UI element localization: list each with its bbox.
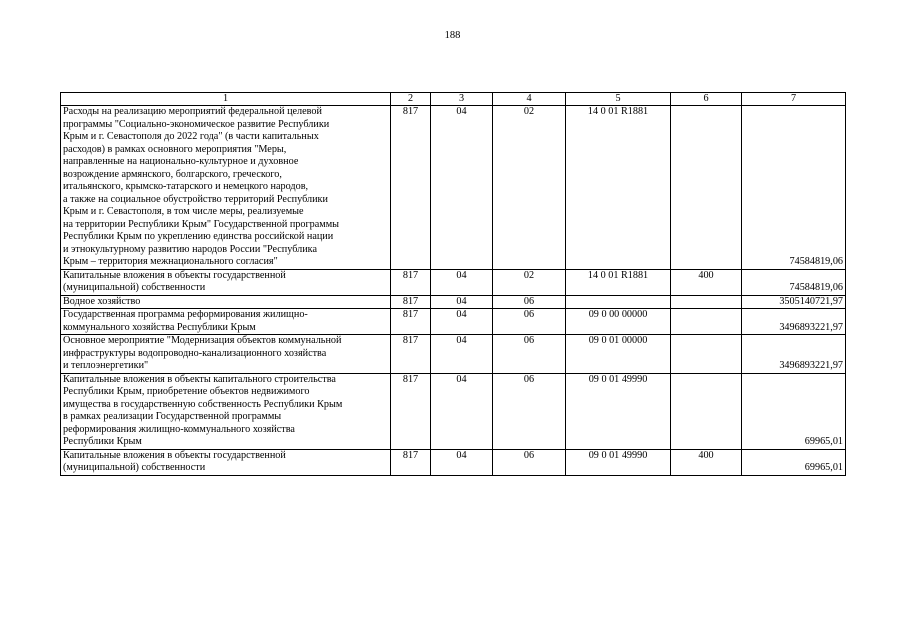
cell-target-article: 14 0 01 R1881 (566, 269, 671, 295)
cell-target-article: 09 0 01 00000 (566, 335, 671, 374)
cell-admin-code: 817 (391, 295, 431, 309)
cell-subsection: 02 (493, 106, 566, 270)
cell-expense-type (671, 335, 742, 374)
cell-amount: 74584819,06 (742, 269, 846, 295)
cell-section: 04 (431, 449, 493, 475)
header-row (61, 93, 846, 106)
table-row (61, 449, 846, 475)
row-description: Расходы на реализацию мероприятий федеральной целевой программы "Социально-экономическое развитие Республики Крым и г. Севастополя до 2022 года" (в части капитальных расходов) в рамках основного мероприятия "Меры, направленные на национально-культурное и духовное возрождение армянского, болгарского, греческого, итальянского, крымско-татарского и немецкого народов, а также на социальное обустройство территорий Республики Крым и г. Севастополя, в том числе меры, реализуемые на территории Республики Крым" Государственной программы Республики Крым по укреплению единства российской нации и этнокультурному развитию народов России "Республика Крым – территория межнационального согласия" (61, 106, 391, 270)
cell-section: 04 (431, 309, 493, 335)
cell-admin-code: 817 (391, 449, 431, 475)
cell-admin-code: 817 (391, 335, 431, 374)
cell-amount: 3505140721,97 (742, 295, 846, 309)
row-description: Водное хозяйство (61, 295, 391, 309)
cell-section: 04 (431, 373, 493, 449)
table-row (61, 309, 846, 335)
page-number: 188 (444, 30, 461, 41)
cell-target-article: 09 0 01 49990 (566, 449, 671, 475)
table-row (61, 373, 846, 449)
column-header: 5 (566, 93, 671, 106)
cell-section: 04 (431, 295, 493, 309)
cell-expense-type: 400 (671, 449, 742, 475)
budget-table (60, 92, 846, 476)
cell-target-article: 09 0 01 49990 (566, 373, 671, 449)
cell-target-article: 09 0 00 00000 (566, 309, 671, 335)
cell-section: 04 (431, 106, 493, 270)
cell-section: 04 (431, 335, 493, 374)
cell-subsection: 02 (493, 269, 566, 295)
table-row (61, 335, 846, 374)
row-description: Государственная программа реформирования жилищно- коммунального хозяйства Республики Крым (61, 309, 391, 335)
cell-amount: 3496893221,97 (742, 335, 846, 374)
cell-amount: 69965,01 (742, 449, 846, 475)
row-description: Основное мероприятие "Модернизация объектов коммунальной инфраструктуры водопроводно-канализационного хозяйства и теплоэнергетики" (61, 335, 391, 374)
cell-expense-type (671, 295, 742, 309)
row-description: Капитальные вложения в объекты государственной (муниципальной) собственности (61, 269, 391, 295)
cell-amount: 69965,01 (742, 373, 846, 449)
cell-expense-type (671, 309, 742, 335)
cell-subsection: 06 (493, 295, 566, 309)
cell-subsection: 06 (493, 335, 566, 374)
cell-admin-code: 817 (391, 269, 431, 295)
column-header: 2 (391, 93, 431, 106)
cell-amount: 3496893221,97 (742, 309, 846, 335)
table-row (61, 269, 846, 295)
table-row (61, 106, 846, 270)
cell-admin-code: 817 (391, 309, 431, 335)
cell-subsection: 06 (493, 449, 566, 475)
column-header: 3 (431, 93, 493, 106)
column-header: 6 (671, 93, 742, 106)
cell-expense-type (671, 106, 742, 270)
table-row (61, 295, 846, 309)
cell-subsection: 06 (493, 309, 566, 335)
row-description: Капитальные вложения в объекты капитального строительства Республики Крым, приобретение объектов недвижимого имущества в государственную собственность Республики Крым в рамках реализации Государственной программы реформирования жилищно-коммунального хозяйства Республики Крым (61, 373, 391, 449)
column-header: 1 (61, 93, 391, 106)
cell-amount: 74584819,06 (742, 106, 846, 270)
row-description: Капитальные вложения в объекты государственной (муниципальной) собственности (61, 449, 391, 475)
cell-target-article: 14 0 01 R1881 (566, 106, 671, 270)
column-header: 4 (493, 93, 566, 106)
cell-admin-code: 817 (391, 106, 431, 270)
cell-target-article (566, 295, 671, 309)
cell-expense-type (671, 373, 742, 449)
cell-section: 04 (431, 269, 493, 295)
cell-subsection: 06 (493, 373, 566, 449)
column-header: 7 (742, 93, 846, 106)
cell-expense-type: 400 (671, 269, 742, 295)
cell-admin-code: 817 (391, 373, 431, 449)
